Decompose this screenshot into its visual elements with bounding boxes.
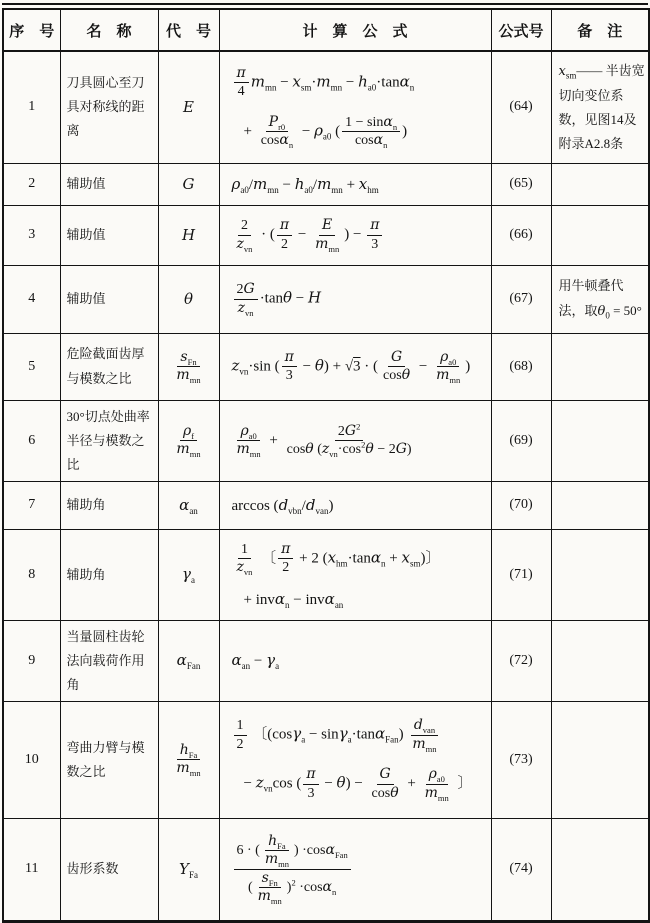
row-formula — [219, 51, 491, 163]
row-formula — [219, 818, 491, 921]
row-formula — [219, 529, 491, 620]
table-row — [3, 163, 649, 205]
row-symbol: $Y_{Fa}$ — [158, 818, 219, 921]
formula-number: (67) — [491, 265, 551, 333]
table-row — [3, 529, 649, 620]
row-remark — [551, 481, 649, 529]
formula-line: $\arccos (d_{vbn}/d_{van})$ — [231, 495, 334, 516]
row-symbol: $\gamma_a$ — [158, 529, 219, 620]
column-header-remark: 备 注 — [551, 9, 649, 51]
row-symbol: θ — [158, 265, 219, 333]
row-symbol: $\frac{\rho_f}{m_{mn}}$ — [158, 400, 219, 481]
row-symbol: E — [158, 51, 219, 163]
header-row — [3, 9, 649, 51]
formula-line: + $\frac{P_{r0}}{\cos\alpha_n}$ − $\rho_{a0}$ ( $\frac{1 - \sin\alpha_n}{\cos\alpha_n}$ ) — [243, 113, 408, 151]
table-row — [3, 333, 649, 400]
formula-number: (66) — [491, 205, 551, 265]
row-formula — [219, 333, 491, 400]
formula-line: $\frac{1}{z_{vn}}$ 〔 $\frac{\pi}{2}$ + 2 $(x_{hm}\cdot\tan\alpha_n + x_{sm})$〕 — [236, 540, 441, 577]
column-header-serial-no: 序 号 — [3, 9, 60, 51]
row-formula — [219, 400, 491, 481]
table-row — [3, 51, 649, 163]
row-name: 齿形系数 — [60, 818, 158, 921]
row-number: 11 — [3, 818, 60, 921]
table-row — [3, 481, 649, 529]
row-remark — [551, 205, 649, 265]
formula-number: (69) — [491, 400, 551, 481]
row-symbol: $\alpha_{Fan}$ — [158, 620, 219, 701]
row-formula — [219, 620, 491, 701]
formula-line: 6 · ( $\frac{h_{Fa}}{m_{mn}}$ ) ·cosα$_{Fan}$ ( $\frac{s_{Fn}}{m_{mn}}$ )$^2$ ·cosα$_n$ — [232, 833, 487, 906]
row-name: 当量圆柱齿轮法向载荷作用角 — [60, 620, 158, 701]
formula-number: (73) — [491, 701, 551, 818]
row-number: 1 — [3, 51, 60, 163]
row-remark — [551, 620, 649, 701]
formula-number: (64) — [491, 51, 551, 163]
row-formula — [219, 265, 491, 333]
row-number: 9 — [3, 620, 60, 701]
row-name: 辅助值 — [60, 205, 158, 265]
table-row — [3, 205, 649, 265]
row-name: 辅助角 — [60, 529, 158, 620]
row-formula — [219, 205, 491, 265]
table-row — [3, 701, 649, 818]
column-header-name: 名 称 — [60, 9, 158, 51]
formula-line: $\frac{2G}{z_{vn}}$ ·tanθ − H — [232, 281, 487, 317]
row-remark — [551, 163, 649, 205]
formula-line: $\frac{2}{z_{vn}}$ · ( $\frac{\pi}{2}$ − $\frac{E}{m_{mn}}$ ) − $\frac{\pi}{3}$ — [232, 217, 487, 253]
top-border-rule — [2, 3, 648, 5]
row-name: 辅助值 — [60, 265, 158, 333]
row-symbol: $\frac{s_{Fn}}{m_{mn}}$ — [158, 333, 219, 400]
row-remark: $x_{sm}——$ 半齿宽切向变位系数，见图14及附录A2.8条 — [551, 51, 649, 163]
formula-number: (70) — [491, 481, 551, 529]
table-row — [3, 400, 649, 481]
formula-line: $z_{vn}\cdot\sin$ ( $\frac{\pi}{3}$ − θ) + √3 · ( $\frac{G}{\cos\theta}$ − $\frac{\rho_{a0}}{m_{mn}}$ ) — [231, 348, 471, 385]
formula-line: − $z_{vn}\cos$ ( $\frac{\pi}{3}$ − θ) − $\frac{G}{\cos\theta}$ + $\frac{\rho_{a0}}{m_{mn}}$ 〕 — [243, 766, 473, 803]
formula-line: $\frac{\pi}{4}$ $m_{mn} - x_{sm}\cdot m_{mn} - h_{a0}\cdot\tan\alpha_n$ — [232, 65, 487, 101]
row-symbol: $\frac{h_{Fa}}{m_{mn}}$ — [158, 701, 219, 818]
row-formula — [219, 701, 491, 818]
row-symbol: G — [158, 163, 219, 205]
row-name: 刀具圆心至刀具对称线的距离 — [60, 51, 158, 163]
row-remark — [551, 701, 649, 818]
row-number: 7 — [3, 481, 60, 529]
column-header-formula-no: 公式号 — [491, 9, 551, 51]
row-number: 2 — [3, 163, 60, 205]
formula-number: (71) — [491, 529, 551, 620]
table-row — [3, 265, 649, 333]
row-remark — [551, 818, 649, 921]
row-remark — [551, 333, 649, 400]
formula-line: $\frac{\rho_{a0}}{m_{mn}}$ + $\frac{2G^2}{\cos\theta (z_{vn}\cdot\cos^2\theta - 2G)}$ — [236, 420, 412, 459]
column-header-formula: 计 算 公 式 — [219, 9, 491, 51]
row-formula — [219, 481, 491, 529]
row-remark — [551, 400, 649, 481]
row-name: 危险截面齿厚与模数之比 — [60, 333, 158, 400]
table-row — [3, 818, 649, 921]
row-formula — [219, 163, 491, 205]
row-name: 弯曲力臂与模数之比 — [60, 701, 158, 818]
row-number: 4 — [3, 265, 60, 333]
row-number: 6 — [3, 400, 60, 481]
row-number: 10 — [3, 701, 60, 818]
formula-line: $\alpha_{an} - \gamma_a$ — [231, 651, 280, 672]
row-number: 5 — [3, 333, 60, 400]
row-number: 3 — [3, 205, 60, 265]
row-symbol: H — [158, 205, 219, 265]
column-header-symbol: 代 号 — [158, 9, 219, 51]
formula-number: (72) — [491, 620, 551, 701]
table-row — [3, 620, 649, 701]
row-name: 辅助值 — [60, 163, 158, 205]
row-number: 8 — [3, 529, 60, 620]
row-remark — [551, 529, 649, 620]
formula-number: (65) — [491, 163, 551, 205]
row-remark: 用牛顿叠代法，取$\theta_0 = 50^\circ$ — [551, 265, 649, 333]
formula-line: $\frac{1}{2}$ 〔(cosγ$_a$ − sinγ$_a$·tanα$_{Fan}$) $\frac{d_{van}}{m_{mn}}$ — [232, 717, 487, 753]
formula-line: $\rho_{a0}/m_{mn} - h_{a0}/m_{mn} + x_{hm}$ — [231, 174, 379, 195]
calculation-table — [2, 8, 650, 923]
formula-number: (74) — [491, 818, 551, 921]
row-name: 30°切点处曲率半径与模数之比 — [60, 400, 158, 481]
formula-number: (68) — [491, 333, 551, 400]
row-symbol: $\alpha_{an}$ — [158, 481, 219, 529]
formula-line: + invα$_n$ − invα$_{an}$ — [243, 589, 344, 610]
row-name: 辅助角 — [60, 481, 158, 529]
